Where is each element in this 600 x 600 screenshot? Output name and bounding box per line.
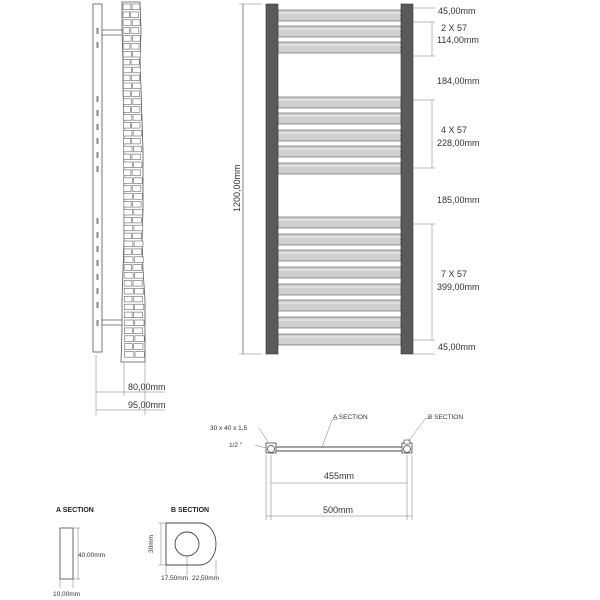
brick [123, 75, 130, 81]
dim-group1-count: 2 X 57 [441, 23, 468, 33]
a-section-height: 40,00mm [78, 552, 106, 559]
brick [124, 336, 133, 342]
brick [133, 217, 142, 223]
dim-group2-len: 228,00mm [437, 138, 480, 148]
b-section-height: 30mm [148, 534, 155, 553]
brick [132, 107, 140, 113]
rail-10 [278, 234, 401, 245]
brick [124, 281, 132, 287]
brick [133, 130, 141, 136]
dim-group3-count: 7 X 57 [441, 269, 468, 279]
rail-16 [278, 334, 401, 345]
brick [124, 312, 132, 318]
brick-wall [121, 2, 145, 362]
rail-14 [278, 300, 401, 311]
brick [131, 91, 139, 97]
brick [124, 296, 132, 302]
rail-15 [278, 317, 401, 328]
brick [131, 59, 139, 65]
rail-9 [278, 217, 401, 228]
brick [135, 352, 144, 358]
brick [131, 44, 139, 50]
brick [124, 194, 133, 200]
brick [134, 273, 143, 279]
brick [123, 99, 131, 105]
brick [123, 91, 130, 97]
brick [131, 12, 139, 18]
brick [133, 265, 142, 271]
brick [134, 209, 143, 215]
brick [133, 99, 141, 105]
brick [131, 28, 139, 34]
brick [124, 249, 132, 255]
brick [124, 209, 133, 215]
brick [124, 344, 132, 350]
b-section-dim-left: 17,50mm [161, 575, 189, 582]
b-section-detail [148, 507, 219, 582]
brick [124, 130, 132, 136]
side-view [93, 2, 166, 415]
brick [133, 328, 142, 334]
a-section-width: 10,00mm [53, 591, 81, 598]
brick [124, 304, 133, 310]
rail-12 [278, 267, 401, 278]
brick [133, 83, 141, 89]
dim-gap1: 184,00mm [437, 76, 480, 86]
brick [133, 162, 142, 168]
rail-8 [278, 163, 401, 174]
brick [123, 59, 130, 65]
brick [132, 51, 140, 57]
brick [133, 67, 141, 73]
brick [133, 233, 142, 239]
brick [124, 146, 132, 152]
dim-bottom: 45,00mm [438, 342, 476, 352]
dim-group3-len: 399,00mm [437, 282, 480, 292]
rail-1 [278, 10, 401, 21]
brick [132, 170, 141, 176]
brick [123, 51, 131, 57]
brick [124, 162, 133, 168]
brick [132, 186, 141, 192]
top-bracket [102, 30, 124, 35]
profile-label: 30 x 40 x 1,5 [210, 425, 248, 432]
brick [124, 241, 133, 247]
inner-width: 455mm [324, 471, 355, 481]
brick [123, 28, 130, 34]
brick [134, 241, 143, 247]
brick [133, 249, 142, 255]
brick [134, 178, 143, 184]
rail-13 [278, 284, 401, 295]
rail-7 [278, 146, 401, 157]
rail-11 [278, 250, 401, 261]
rail-2 [278, 26, 401, 37]
brick [132, 4, 140, 10]
a-section-label: A SECTION [333, 414, 368, 421]
bottom-bracket [102, 320, 124, 325]
b-section-title: B SECTION [171, 507, 210, 514]
brick [123, 20, 131, 26]
brick [131, 75, 139, 81]
brick [132, 20, 140, 26]
brick [123, 115, 131, 121]
brick [124, 225, 133, 231]
side-column [93, 4, 102, 352]
brick [124, 352, 133, 358]
brick [123, 83, 131, 89]
brick [124, 217, 131, 223]
brick [123, 12, 130, 18]
rails [278, 10, 401, 345]
b-section-label: B SECTION [428, 414, 464, 421]
outer-width: 500mm [323, 505, 354, 515]
brick [124, 178, 133, 184]
brick [135, 336, 144, 342]
brick [124, 328, 132, 334]
front-view [232, 4, 480, 354]
dim-95: 95,00mm [128, 400, 166, 410]
brick [123, 67, 131, 73]
plan-view [210, 414, 463, 520]
brick [134, 194, 143, 200]
brick [134, 257, 143, 263]
thread-label: 1/2 " [229, 442, 243, 449]
brick [135, 304, 144, 310]
brick [123, 44, 130, 50]
brick [134, 344, 143, 350]
brick [133, 115, 141, 121]
a-section-title: A SECTION [56, 507, 94, 514]
dim-group1-len: 114,00mm [437, 35, 479, 45]
brick [123, 107, 130, 113]
rail-4 [278, 97, 401, 108]
brick [124, 320, 133, 326]
brick [132, 202, 141, 208]
brick [124, 233, 131, 239]
brick [124, 273, 133, 279]
brick [124, 202, 131, 208]
dim-80: 80,00mm [128, 382, 166, 392]
rail-5 [278, 113, 401, 124]
brick [124, 123, 131, 129]
brick [123, 36, 131, 42]
brick [133, 312, 142, 318]
brick [124, 154, 131, 160]
brick [123, 4, 131, 10]
brick [132, 123, 140, 129]
brick [132, 138, 140, 144]
brick [124, 186, 131, 192]
brick [134, 225, 143, 231]
dim-group2-count: 4 X 57 [441, 125, 468, 135]
brick [124, 170, 131, 176]
dim-gap2: 185,00mm [437, 195, 480, 205]
brick [132, 154, 141, 160]
brick [124, 138, 131, 144]
brick [133, 281, 142, 287]
brick [135, 288, 144, 294]
height-label: 1200,00mm [232, 164, 242, 212]
brick [124, 288, 133, 294]
right-collector [401, 4, 413, 354]
rail-3 [278, 42, 401, 53]
brick [124, 257, 133, 263]
b-section-dim-right: 22,50mm [192, 575, 220, 582]
brick [132, 36, 140, 42]
brick [133, 296, 142, 302]
brick [124, 265, 132, 271]
brick [133, 146, 141, 152]
brick [135, 320, 144, 326]
a-section-detail [53, 507, 105, 598]
dim-top: 45,00mm [438, 6, 476, 16]
rail-6 [278, 130, 401, 141]
left-collector [266, 4, 278, 354]
